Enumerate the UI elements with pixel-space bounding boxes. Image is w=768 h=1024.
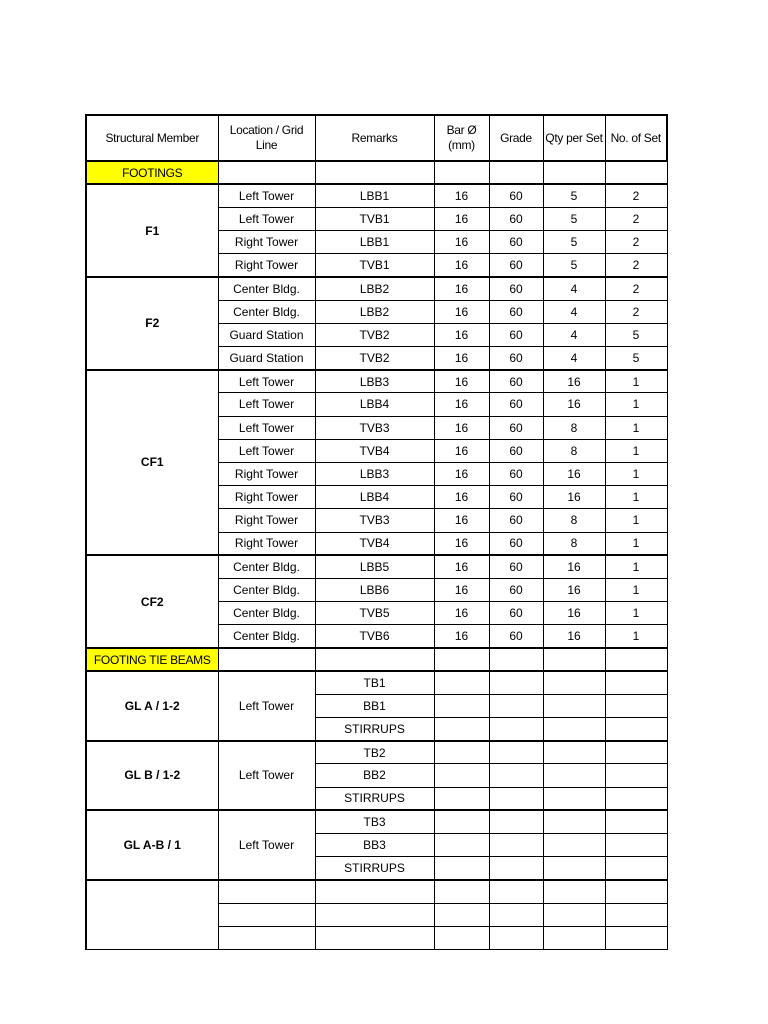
cell-bar: 16 bbox=[434, 370, 489, 393]
cell-bar bbox=[434, 810, 489, 833]
cell-bar: 16 bbox=[434, 462, 489, 485]
member-name: F2 bbox=[86, 277, 218, 370]
cell-location: Guard Station bbox=[218, 347, 315, 370]
cell-grade bbox=[489, 810, 543, 833]
cell-grade bbox=[489, 718, 543, 741]
cell-sets bbox=[605, 671, 667, 694]
cell-remarks: STIRRUPS bbox=[315, 718, 434, 741]
member-name: GL A / 1-2 bbox=[86, 671, 218, 741]
cell-remarks: LBB4 bbox=[315, 393, 434, 416]
cell-location: Center Bldg. bbox=[218, 578, 315, 601]
cell-grade bbox=[489, 880, 543, 903]
cell-bar bbox=[434, 671, 489, 694]
cell-bar bbox=[434, 764, 489, 787]
member-name: CF1 bbox=[86, 370, 218, 556]
cell-bar bbox=[434, 880, 489, 903]
cell-grade: 60 bbox=[489, 347, 543, 370]
cell-qty: 16 bbox=[543, 625, 605, 648]
cell-remarks: TVB1 bbox=[315, 254, 434, 277]
cell-bar bbox=[434, 648, 489, 671]
cell-location: Center Bldg. bbox=[218, 555, 315, 578]
cell-sets: 1 bbox=[605, 555, 667, 578]
cell-bar: 16 bbox=[434, 532, 489, 555]
cell-grade: 60 bbox=[489, 184, 543, 207]
cell-remarks bbox=[315, 926, 434, 949]
cell-qty: 5 bbox=[543, 207, 605, 230]
cell-location: Left Tower bbox=[218, 741, 315, 811]
cell-grade: 60 bbox=[489, 462, 543, 485]
cell-sets bbox=[605, 857, 667, 880]
cell-sets bbox=[605, 880, 667, 903]
col-location: Location / Grid Line bbox=[218, 115, 315, 161]
cell-qty: 5 bbox=[543, 254, 605, 277]
cell-sets: 2 bbox=[605, 207, 667, 230]
cell-qty: 16 bbox=[543, 370, 605, 393]
cell-sets: 2 bbox=[605, 184, 667, 207]
cell-remarks bbox=[315, 880, 434, 903]
table-row bbox=[86, 741, 667, 764]
cell-sets: 2 bbox=[605, 254, 667, 277]
cell-qty: 8 bbox=[543, 532, 605, 555]
cell-qty: 16 bbox=[543, 462, 605, 485]
cell-qty: 8 bbox=[543, 509, 605, 532]
cell-location: Center Bldg. bbox=[218, 300, 315, 323]
cell-remarks: TVB5 bbox=[315, 602, 434, 625]
cell-remarks: LBB3 bbox=[315, 370, 434, 393]
cell-remarks: STIRRUPS bbox=[315, 857, 434, 880]
cell-sets: 1 bbox=[605, 486, 667, 509]
cell-remarks: BB2 bbox=[315, 764, 434, 787]
cell-remarks: TVB4 bbox=[315, 439, 434, 462]
cell-qty: 16 bbox=[543, 555, 605, 578]
cell-location bbox=[218, 880, 315, 903]
cell-grade bbox=[489, 694, 543, 717]
cell-qty bbox=[543, 764, 605, 787]
cell-grade bbox=[489, 833, 543, 856]
cell-grade: 60 bbox=[489, 602, 543, 625]
cell-remarks: LBB3 bbox=[315, 462, 434, 485]
cell-bar bbox=[434, 718, 489, 741]
cell-grade bbox=[489, 671, 543, 694]
member-name: F1 bbox=[86, 184, 218, 277]
rebar-schedule-table bbox=[85, 114, 668, 950]
cell-bar: 16 bbox=[434, 323, 489, 346]
cell-bar: 16 bbox=[434, 486, 489, 509]
cell-remarks: TVB6 bbox=[315, 625, 434, 648]
cell-bar bbox=[434, 857, 489, 880]
cell-remarks: LBB2 bbox=[315, 300, 434, 323]
cell-sets bbox=[605, 926, 667, 949]
table-body bbox=[86, 161, 667, 949]
cell-grade: 60 bbox=[489, 555, 543, 578]
cell-remarks: BB3 bbox=[315, 833, 434, 856]
cell-qty bbox=[543, 880, 605, 903]
table-header bbox=[86, 115, 667, 161]
cell-bar: 16 bbox=[434, 416, 489, 439]
section-label: FOOTINGS bbox=[86, 161, 218, 184]
cell-bar: 16 bbox=[434, 509, 489, 532]
cell-sets bbox=[605, 648, 667, 671]
cell-remarks: BB1 bbox=[315, 694, 434, 717]
cell-bar bbox=[434, 161, 489, 184]
cell-location: Center Bldg. bbox=[218, 602, 315, 625]
cell-grade: 60 bbox=[489, 532, 543, 555]
header-row bbox=[86, 115, 667, 161]
cell-bar bbox=[434, 787, 489, 810]
cell-location bbox=[218, 161, 315, 184]
cell-location: Left Tower bbox=[218, 810, 315, 880]
cell-qty bbox=[543, 926, 605, 949]
cell-grade bbox=[489, 787, 543, 810]
cell-sets: 1 bbox=[605, 439, 667, 462]
cell-bar bbox=[434, 833, 489, 856]
cell-sets bbox=[605, 161, 667, 184]
table-row bbox=[86, 671, 667, 694]
cell-grade: 60 bbox=[489, 625, 543, 648]
cell-grade bbox=[489, 857, 543, 880]
cell-remarks: TVB2 bbox=[315, 347, 434, 370]
cell-location: Right Tower bbox=[218, 462, 315, 485]
cell-remarks: TVB1 bbox=[315, 207, 434, 230]
cell-location: Left Tower bbox=[218, 184, 315, 207]
cell-qty: 4 bbox=[543, 277, 605, 300]
cell-remarks bbox=[315, 648, 434, 671]
cell-grade bbox=[489, 903, 543, 926]
cell-remarks: LBB4 bbox=[315, 486, 434, 509]
cell-location: Right Tower bbox=[218, 254, 315, 277]
cell-sets: 5 bbox=[605, 347, 667, 370]
cell-qty bbox=[543, 787, 605, 810]
cell-sets: 1 bbox=[605, 602, 667, 625]
cell-remarks: LBB1 bbox=[315, 184, 434, 207]
section-row bbox=[86, 648, 667, 671]
cell-sets: 1 bbox=[605, 462, 667, 485]
cell-bar: 16 bbox=[434, 578, 489, 601]
cell-location bbox=[218, 903, 315, 926]
cell-bar: 16 bbox=[434, 231, 489, 254]
table-row bbox=[86, 555, 667, 578]
table-row bbox=[86, 184, 667, 207]
cell-remarks: LBB6 bbox=[315, 578, 434, 601]
cell-bar: 16 bbox=[434, 439, 489, 462]
cell-location bbox=[218, 926, 315, 949]
cell-sets: 1 bbox=[605, 370, 667, 393]
cell-qty: 5 bbox=[543, 184, 605, 207]
cell-sets: 1 bbox=[605, 509, 667, 532]
cell-remarks: TB3 bbox=[315, 810, 434, 833]
cell-sets bbox=[605, 833, 667, 856]
col-qty-per-set: Qty per Set bbox=[543, 115, 605, 161]
cell-location: Left Tower bbox=[218, 416, 315, 439]
cell-bar: 16 bbox=[434, 254, 489, 277]
cell-sets bbox=[605, 718, 667, 741]
cell-qty bbox=[543, 741, 605, 764]
cell-qty: 8 bbox=[543, 439, 605, 462]
cell-bar: 16 bbox=[434, 300, 489, 323]
cell-grade: 60 bbox=[489, 416, 543, 439]
cell-qty: 16 bbox=[543, 393, 605, 416]
cell-qty: 5 bbox=[543, 231, 605, 254]
cell-sets: 5 bbox=[605, 323, 667, 346]
member-name: CF2 bbox=[86, 555, 218, 648]
col-grade: Grade bbox=[489, 115, 543, 161]
col-bar-diameter: Bar Ø (mm) bbox=[434, 115, 489, 161]
cell-sets: 1 bbox=[605, 393, 667, 416]
cell-grade bbox=[489, 648, 543, 671]
col-structural-member: Structural Member bbox=[86, 115, 218, 161]
cell-grade: 60 bbox=[489, 370, 543, 393]
member-name: GL B / 1-2 bbox=[86, 741, 218, 811]
cell-location: Center Bldg. bbox=[218, 277, 315, 300]
cell-bar: 16 bbox=[434, 625, 489, 648]
cell-bar: 16 bbox=[434, 347, 489, 370]
cell-sets: 1 bbox=[605, 532, 667, 555]
cell-grade bbox=[489, 161, 543, 184]
cell-sets: 1 bbox=[605, 416, 667, 439]
cell-grade: 60 bbox=[489, 323, 543, 346]
cell-qty bbox=[543, 833, 605, 856]
cell-grade: 60 bbox=[489, 393, 543, 416]
table-row bbox=[86, 810, 667, 833]
cell-qty: 4 bbox=[543, 300, 605, 323]
cell-bar bbox=[434, 741, 489, 764]
cell-location: Right Tower bbox=[218, 231, 315, 254]
cell-location: Right Tower bbox=[218, 532, 315, 555]
cell-sets: 2 bbox=[605, 300, 667, 323]
cell-qty: 16 bbox=[543, 602, 605, 625]
cell-remarks: TVB2 bbox=[315, 323, 434, 346]
cell-location: Left Tower bbox=[218, 393, 315, 416]
cell-qty: 16 bbox=[543, 578, 605, 601]
cell-grade: 60 bbox=[489, 578, 543, 601]
cell-remarks: TVB3 bbox=[315, 416, 434, 439]
cell-location: Right Tower bbox=[218, 509, 315, 532]
cell-location: Center Bldg. bbox=[218, 625, 315, 648]
cell-grade bbox=[489, 764, 543, 787]
section-label: FOOTING TIE BEAMS bbox=[86, 648, 218, 671]
cell-bar: 16 bbox=[434, 184, 489, 207]
cell-qty bbox=[543, 857, 605, 880]
cell-qty bbox=[543, 161, 605, 184]
cell-remarks: TVB4 bbox=[315, 532, 434, 555]
cell-grade: 60 bbox=[489, 486, 543, 509]
cell-bar bbox=[434, 903, 489, 926]
cell-bar: 16 bbox=[434, 207, 489, 230]
cell-bar: 16 bbox=[434, 555, 489, 578]
cell-qty bbox=[543, 671, 605, 694]
empty-row bbox=[86, 880, 667, 903]
cell-grade bbox=[489, 926, 543, 949]
cell-remarks: LBB2 bbox=[315, 277, 434, 300]
cell-bar: 16 bbox=[434, 277, 489, 300]
cell-grade: 60 bbox=[489, 509, 543, 532]
cell-qty bbox=[543, 648, 605, 671]
table-row bbox=[86, 277, 667, 300]
cell-grade bbox=[489, 741, 543, 764]
cell-grade: 60 bbox=[489, 207, 543, 230]
cell-sets bbox=[605, 787, 667, 810]
cell-remarks: TVB3 bbox=[315, 509, 434, 532]
cell-remarks: TB2 bbox=[315, 741, 434, 764]
cell-remarks bbox=[315, 903, 434, 926]
cell-sets bbox=[605, 694, 667, 717]
cell-grade: 60 bbox=[489, 439, 543, 462]
cell-grade: 60 bbox=[489, 300, 543, 323]
cell-location: Left Tower bbox=[218, 439, 315, 462]
cell-grade: 60 bbox=[489, 231, 543, 254]
cell-location bbox=[218, 648, 315, 671]
cell-sets bbox=[605, 764, 667, 787]
cell-qty: 8 bbox=[543, 416, 605, 439]
cell-qty bbox=[543, 718, 605, 741]
cell-qty bbox=[543, 903, 605, 926]
cell-sets: 2 bbox=[605, 231, 667, 254]
cell-grade: 60 bbox=[489, 277, 543, 300]
cell-remarks: LBB5 bbox=[315, 555, 434, 578]
cell-qty: 4 bbox=[543, 323, 605, 346]
cell-location: Guard Station bbox=[218, 323, 315, 346]
cell-remarks: TB1 bbox=[315, 671, 434, 694]
cell-location: Right Tower bbox=[218, 486, 315, 509]
member-name: GL A-B / 1 bbox=[86, 810, 218, 880]
cell-location: Left Tower bbox=[218, 370, 315, 393]
cell-sets: 1 bbox=[605, 578, 667, 601]
member-name-empty bbox=[86, 880, 218, 950]
cell-sets bbox=[605, 810, 667, 833]
cell-sets bbox=[605, 903, 667, 926]
cell-sets: 2 bbox=[605, 277, 667, 300]
cell-remarks: LBB1 bbox=[315, 231, 434, 254]
col-no-of-set: No. of Set bbox=[605, 115, 667, 161]
cell-bar bbox=[434, 926, 489, 949]
col-remarks: Remarks bbox=[315, 115, 434, 161]
cell-sets bbox=[605, 741, 667, 764]
cell-sets: 1 bbox=[605, 625, 667, 648]
cell-grade: 60 bbox=[489, 254, 543, 277]
table-row bbox=[86, 370, 667, 393]
cell-qty bbox=[543, 810, 605, 833]
cell-qty bbox=[543, 694, 605, 717]
cell-remarks: STIRRUPS bbox=[315, 787, 434, 810]
cell-bar: 16 bbox=[434, 393, 489, 416]
cell-bar bbox=[434, 694, 489, 717]
cell-qty: 16 bbox=[543, 486, 605, 509]
cell-bar: 16 bbox=[434, 602, 489, 625]
cell-remarks bbox=[315, 161, 434, 184]
cell-location: Left Tower bbox=[218, 671, 315, 741]
cell-location: Left Tower bbox=[218, 207, 315, 230]
cell-qty: 4 bbox=[543, 347, 605, 370]
section-row bbox=[86, 161, 667, 184]
